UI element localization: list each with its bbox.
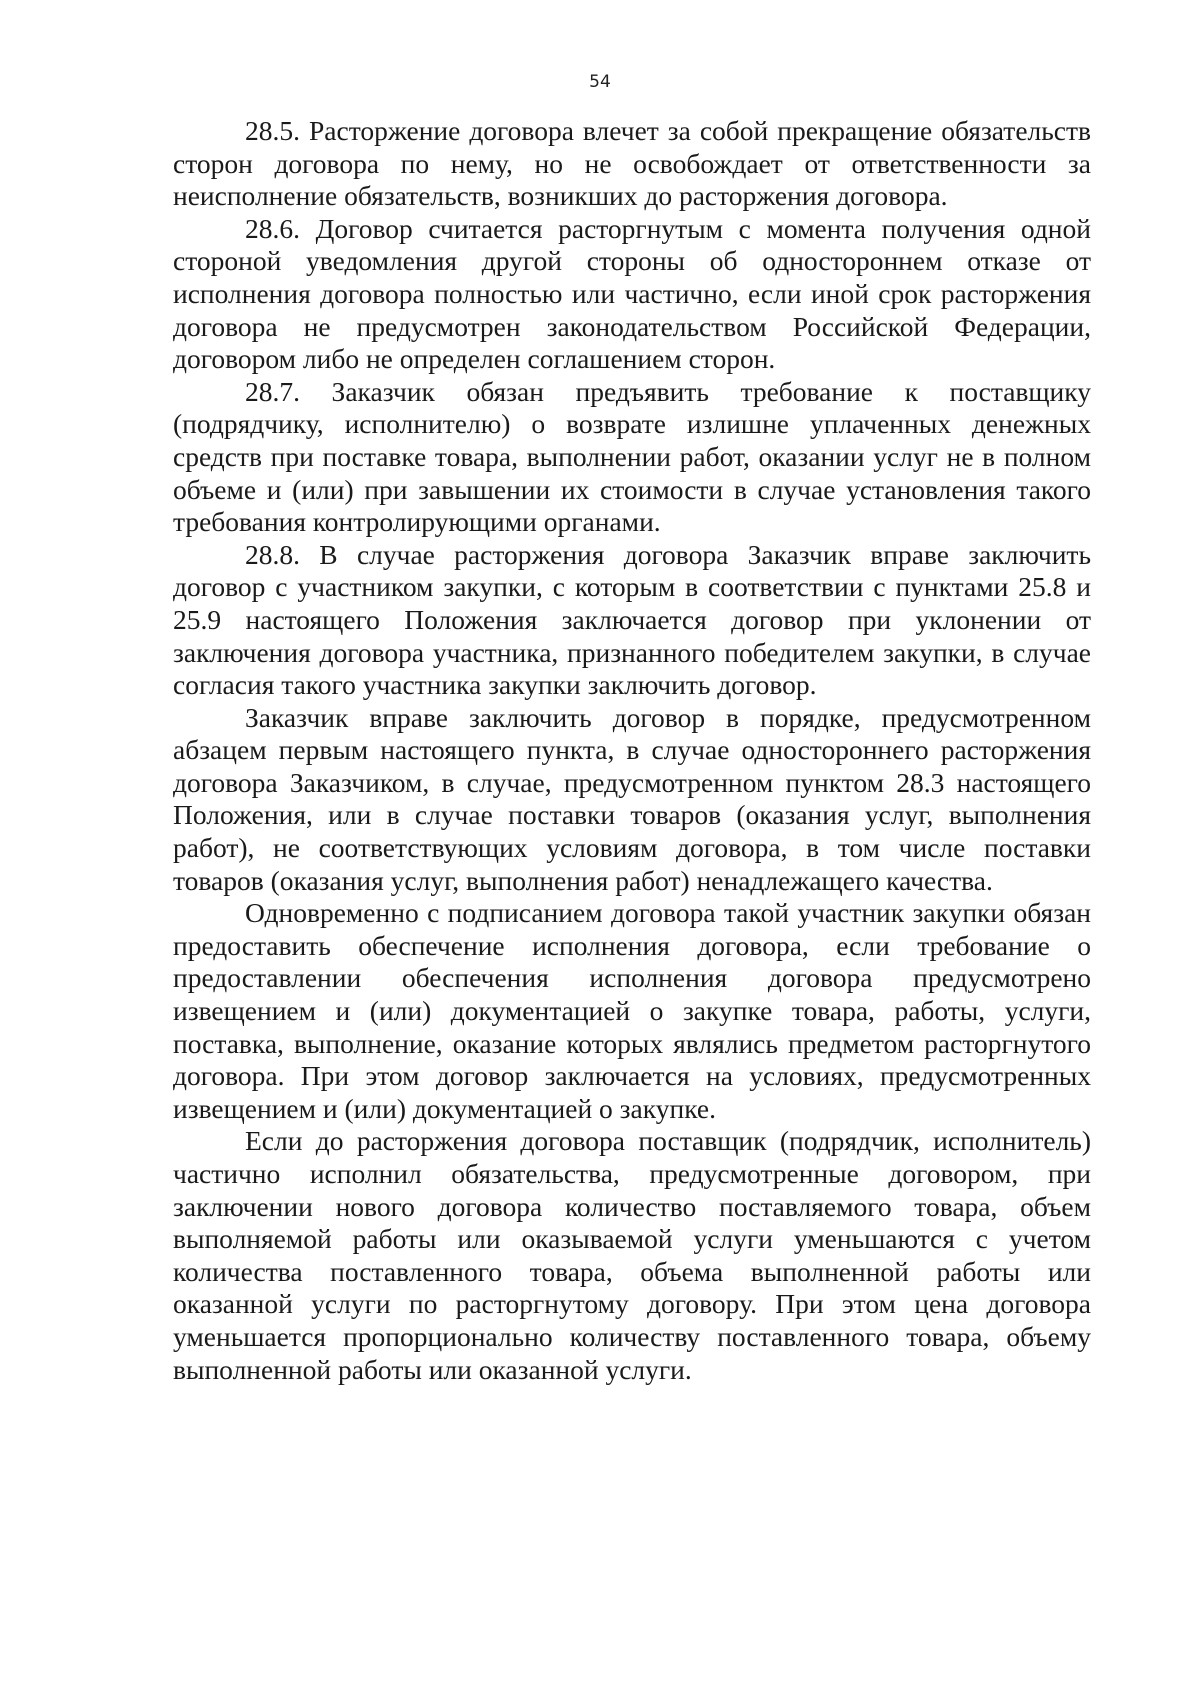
paragraph-28-8-second: Заказчик вправе заключить договор в порядке, предусмотренном абзацем первым настоящего пункта, в случае одностороннего расторжения договора Заказчиком, в случае, предусмотренном пунктом 28.3 настоящего Положения, или в случае поставки товаров (оказания услуг, выполнения работ), не соответствующих условиям договора, в том числе поставки товаров (оказания услуг, выполнения работ) ненадлежащего качества. <box>173 701 1091 896</box>
paragraph-28-8: 28.8. В случае расторжения договора Заказчик вправе заключить договор с участником закупки, с которым в соответствии с пунктами 25.8 и 25.9 настоящего Положения заключается договор при уклонении от заключения договора участника, признанного победителем закупки, в случае согласия такого участника закупки заключить договор. <box>173 538 1091 701</box>
document-body <box>173 115 1091 1386</box>
paragraph-28-8-third: Одновременно с подписанием договора такой участник закупки обязан предоставить обеспечение исполнения договора, если требование о предоставлении обеспечения исполнения договора предусмотрено извещением и (или) документацией о закупке товара, работы, услуги, поставка, выполнение, оказание которых являлись предметом расторгнутого договора. При этом договор заключается на условиях, предусмотренных извещением и (или) документацией о закупке. <box>173 897 1091 1124</box>
paragraph-28-8-fourth: Если до расторжения договора поставщик (подрядчик, исполнитель) частично исполнил обязательства, предусмотренные договором, при заключении нового договора количество поставляемого товара, объем выполняемой работы или оказываемой услуги уменьшаются с учетом количества поставленного товара, объема выполненной работы или оказанной услуги по расторгнутому договору. При этом цена договора уменьшается пропорционально количеству поставленного товара, объему выполненной работы или оказанной услуги. <box>173 1125 1091 1385</box>
page-number: 54 <box>589 72 611 92</box>
paragraph-28-5: 28.5. Расторжение договора влечет за собой прекращение обязательств сторон договора по нему, но не освобождает от ответственности за неисполнение обязательств, возникших до расторжения договора. <box>173 115 1091 212</box>
paragraph-28-6: 28.6. Договор считается расторгнутым с момента получения одной стороной уведомления другой стороны об одностороннем отказе от исполнения договора полностью или частично, если иной срок расторжения договора не предусмотрен законодательством Российской Федерации, договором либо не определен соглашением сторон. <box>173 212 1091 375</box>
paragraph-28-7: 28.7. Заказчик обязан предъявить требование к поставщику (подрядчику, исполнителю) о возврате излишне уплаченных денежных средств при поставке товара, выполнении работ, оказании услуг не в полном объеме и (или) при завышении их стоимости в случае установления такого требования контролирующими органами. <box>173 375 1091 538</box>
